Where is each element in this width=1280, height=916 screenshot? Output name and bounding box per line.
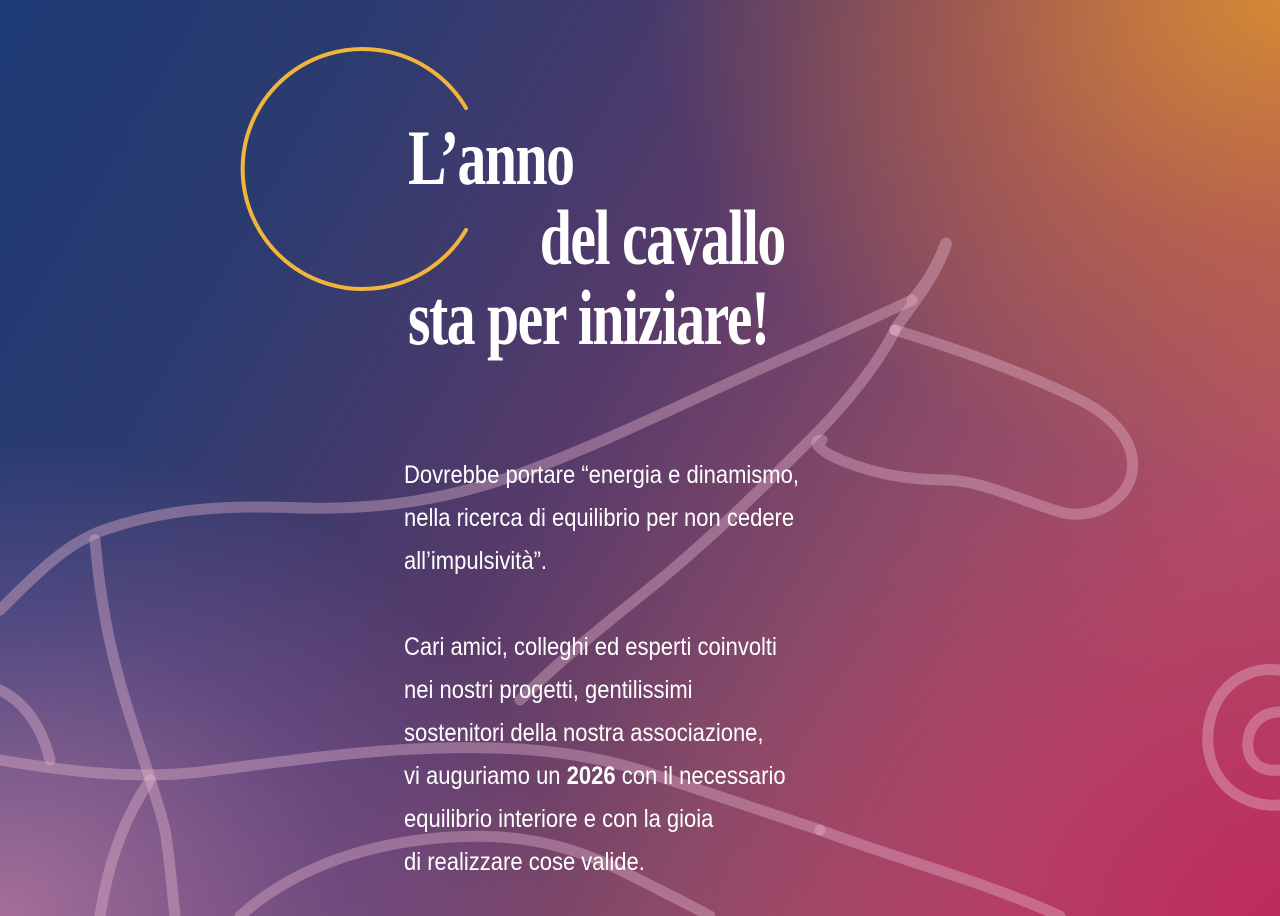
greeting-line-3: sostenitori della nostra associazione, bbox=[404, 719, 764, 747]
year-highlight: 2026 bbox=[566, 762, 616, 790]
quote-line-2: nella ricerca di equilibrio per non cedere bbox=[404, 504, 795, 532]
message-body bbox=[404, 454, 967, 884]
greeting-line-4 bbox=[404, 755, 967, 798]
greeting-line-4-before: vi auguriamo un bbox=[404, 762, 567, 790]
quote-line-1: Dovrebbe portare “energia e dinamismo, bbox=[404, 461, 799, 489]
greeting-line-5: equilibrio interiore e con la gioia bbox=[404, 805, 714, 833]
paragraph-spacer bbox=[404, 583, 967, 626]
headline-line-3: sta per iniziare! bbox=[408, 274, 769, 361]
quote-line-3: all’impulsività”. bbox=[404, 547, 548, 575]
greeting-line-1: Cari amici, colleghi ed esperti coinvolti bbox=[404, 633, 777, 661]
headline-line-1: L’anno bbox=[408, 114, 574, 201]
greeting-paragraph bbox=[404, 626, 967, 884]
headline-line-2: del cavallo bbox=[539, 194, 785, 281]
greeting-line-4-after: con il necessario bbox=[615, 762, 786, 790]
greeting-line-6: di realizzare cose valide. bbox=[404, 848, 645, 876]
headline bbox=[408, 114, 785, 361]
greeting-line-2: nei nostri progetti, gentilissimi bbox=[404, 676, 693, 704]
quote-paragraph bbox=[404, 454, 967, 583]
